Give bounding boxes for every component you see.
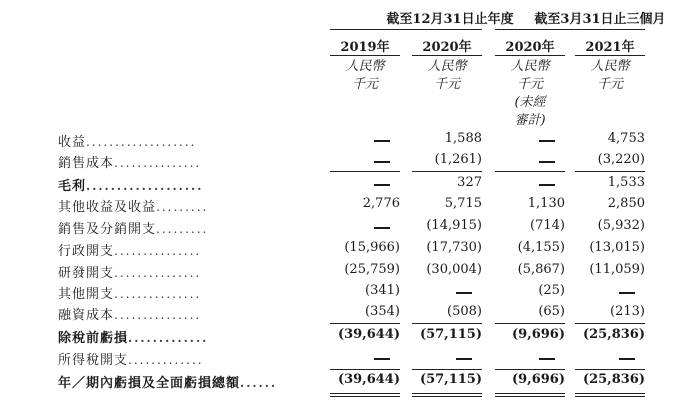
nil-dash	[619, 358, 635, 360]
nil-dash	[374, 140, 390, 142]
nil-dash	[374, 161, 390, 163]
row-leader-dots: ...............	[114, 287, 202, 301]
table-row	[0, 372, 700, 393]
cell-value: (65)	[538, 304, 565, 319]
unit-label-3	[495, 58, 565, 130]
row-leader-dots: ......	[240, 376, 278, 390]
subtotal-rule	[412, 171, 482, 172]
unit-label-4	[575, 58, 645, 94]
unit-line: 千元	[433, 77, 460, 92]
table-row	[0, 262, 700, 283]
subtotal-rule	[575, 323, 645, 324]
total-rule-bottom	[575, 396, 645, 397]
total-rule-bottom	[412, 396, 482, 397]
row-leader-dots: .........	[156, 200, 209, 214]
cell-value: (714)	[530, 218, 565, 233]
year-header-1: 2019年	[340, 40, 390, 55]
row-leader-dots: ...............	[114, 266, 202, 280]
cell-value: (57,115)	[419, 372, 482, 387]
unit-line: 人民幣	[590, 59, 630, 74]
unit-line: 人民幣	[427, 59, 467, 74]
year-header-3: 2020年	[505, 40, 555, 55]
year-rule-2	[412, 55, 482, 56]
cell-value: (15,966)	[344, 240, 400, 255]
subtotal-rule	[575, 171, 645, 172]
unit-line: (未經	[514, 95, 546, 110]
table-row	[0, 131, 700, 152]
row-leader-dots: ...............	[114, 308, 202, 322]
cell-value: (17,730)	[426, 240, 482, 255]
row-leader-dots: ...............	[114, 244, 202, 258]
table-row	[0, 175, 700, 196]
cell-value: (25,836)	[582, 327, 645, 342]
table-row	[0, 218, 700, 239]
nil-dash	[374, 227, 390, 229]
cell-value: (4,155)	[517, 240, 565, 255]
cell-value: (30,004)	[426, 262, 482, 277]
nil-dash	[539, 184, 555, 186]
year-header-4: 2021年	[585, 40, 635, 55]
row-label: 收益...................	[58, 135, 197, 150]
total-rule-bottom	[495, 396, 565, 397]
subtotal-rule	[575, 369, 645, 370]
cell-value: 1,533	[607, 175, 645, 190]
row-label: 年／期內虧損及全面虧損總額......	[58, 376, 278, 391]
row-label: 所得稅開支.............	[58, 353, 204, 368]
cell-value: (341)	[365, 283, 400, 298]
row-leader-dots: ...................	[86, 135, 197, 149]
unit-line: 千元	[351, 77, 378, 92]
table-row	[0, 349, 700, 370]
cell-value: (1,261)	[434, 152, 482, 167]
cell-value: (5,932)	[597, 218, 645, 233]
unit-line: 人民幣	[345, 59, 385, 74]
subtotal-rule	[495, 171, 565, 172]
cell-value: 2,850	[607, 196, 645, 211]
total-rule-top	[575, 393, 645, 394]
total-rule-top	[330, 393, 400, 394]
cell-value: 2,776	[362, 196, 400, 211]
nil-dash	[374, 358, 390, 360]
subtotal-rule	[330, 171, 400, 172]
nil-dash	[374, 184, 390, 186]
row-leader-dots: ...............	[114, 156, 202, 170]
row-label: 研發開支...............	[58, 266, 202, 281]
row-leader-dots: .........	[156, 222, 209, 236]
year-rule-3	[495, 55, 565, 56]
unit-label-2	[412, 58, 482, 94]
subtotal-rule	[495, 323, 565, 324]
table-row	[0, 304, 700, 325]
table-row	[0, 283, 700, 304]
table-row	[0, 240, 700, 261]
nil-dash	[539, 161, 555, 163]
cell-value: (9,696)	[511, 372, 565, 387]
table-row	[0, 196, 700, 217]
row-label: 銷售成本...............	[58, 156, 202, 171]
cell-value: (213)	[610, 304, 645, 319]
row-label: 其他收益及收益.........	[58, 200, 209, 215]
row-label: 銷售及分銷開支.........	[58, 222, 209, 237]
cell-value: (14,915)	[426, 218, 482, 233]
cell-value: (11,059)	[589, 262, 645, 277]
cell-value: (3,220)	[597, 152, 645, 167]
cell-value: (13,015)	[589, 240, 645, 255]
subtotal-rule	[495, 369, 565, 370]
row-label: 其他開支...............	[58, 287, 202, 302]
row-leader-dots: .............	[128, 331, 209, 345]
row-leader-dots: .............	[128, 353, 204, 367]
cell-value: (25,836)	[582, 372, 645, 387]
cell-value: (39,644)	[337, 372, 400, 387]
total-rule-bottom	[330, 396, 400, 397]
group-header-quarter: 截至3月31日止三個月	[534, 12, 666, 27]
year-rule-1	[330, 55, 400, 56]
cell-value: (354)	[365, 304, 400, 319]
cell-value: (57,115)	[419, 327, 482, 342]
cell-value: (25)	[538, 283, 565, 298]
year-header-2: 2020年	[422, 40, 472, 55]
subtotal-rule	[330, 369, 400, 370]
total-rule-top	[495, 393, 565, 394]
row-label: 毛利...................	[58, 179, 204, 194]
subtotal-rule	[412, 323, 482, 324]
group-rule-quarter	[495, 29, 645, 30]
unit-line: 人民幣	[510, 59, 550, 74]
nil-dash	[539, 140, 555, 142]
group-header-full-year: 截至12月31日止年度	[386, 12, 514, 27]
unit-line: 千元	[516, 77, 543, 92]
total-rule-top	[412, 393, 482, 394]
cell-value: 1,588	[444, 131, 482, 146]
unit-line: 千元	[596, 77, 623, 92]
group-rule-full-year	[330, 29, 482, 30]
cell-value: (5,867)	[517, 262, 565, 277]
row-label: 除稅前虧損.............	[58, 331, 209, 346]
cell-value: 4,753	[607, 131, 645, 146]
row-label: 融資成本...............	[58, 308, 202, 323]
cell-value: 1,130	[527, 196, 565, 211]
nil-dash	[456, 292, 472, 294]
cell-value: 5,715	[444, 196, 482, 211]
unit-label-1	[330, 58, 400, 94]
nil-dash	[456, 358, 472, 360]
table-row	[0, 152, 700, 173]
table-row	[0, 327, 700, 348]
year-rule-4	[575, 55, 645, 56]
cell-value: 327	[457, 175, 482, 190]
nil-dash	[539, 358, 555, 360]
subtotal-rule	[412, 369, 482, 370]
unit-line: 審計)	[514, 113, 546, 128]
cell-value: (508)	[447, 304, 482, 319]
subtotal-rule	[330, 323, 400, 324]
row-leader-dots: ...................	[86, 179, 204, 193]
cell-value: (25,759)	[344, 262, 400, 277]
nil-dash	[619, 292, 635, 294]
cell-value: (39,644)	[337, 327, 400, 342]
row-label: 行政開支...............	[58, 244, 202, 259]
cell-value: (9,696)	[511, 327, 565, 342]
